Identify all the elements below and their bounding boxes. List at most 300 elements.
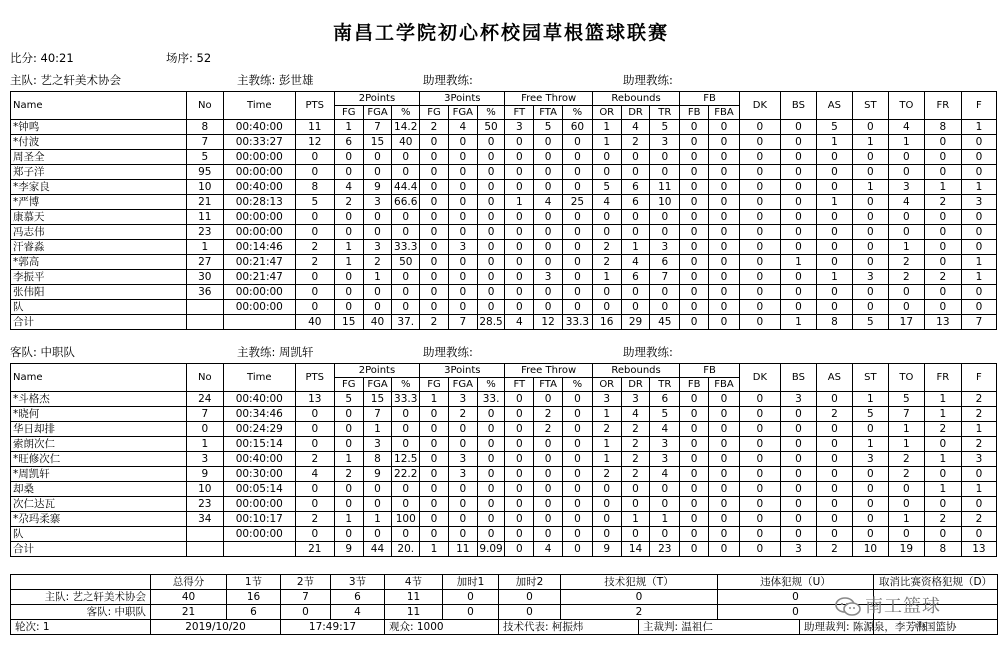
stat-cell: 0 xyxy=(505,300,534,315)
stat-cell: 0 xyxy=(680,467,709,482)
stat-cell: 0 xyxy=(680,437,709,452)
stat-cell: 0 xyxy=(709,497,740,512)
stat-cell: 11 xyxy=(186,210,223,225)
stat-cell: 0 xyxy=(563,150,593,165)
stat-cell: 0 xyxy=(334,300,363,315)
stat-cell: 0 xyxy=(420,225,449,240)
stat-cell: 0 xyxy=(477,285,505,300)
stat-cell: 0 xyxy=(780,467,816,482)
col-sub-fb: FB xyxy=(680,378,709,392)
stat-cell: 0 xyxy=(680,120,709,135)
footer-referee: 主裁判: 温祖仁 xyxy=(639,620,800,635)
stat-cell: 1 xyxy=(621,240,650,255)
total-row xyxy=(11,315,997,330)
table-row xyxy=(11,407,997,422)
stat-cell: 1 xyxy=(650,512,680,527)
stat-cell: 0 xyxy=(816,255,852,270)
stat-cell: 0 xyxy=(739,407,780,422)
total-cell: 0 xyxy=(563,542,593,557)
player-name: *斗格杰 xyxy=(11,392,187,407)
col-fb-group: FB xyxy=(680,92,740,106)
stat-cell: 00:21:47 xyxy=(223,255,295,270)
stat-cell: 0 xyxy=(534,467,563,482)
col-freethrow: Free Throw xyxy=(505,92,592,106)
stat-cell: 2 xyxy=(621,437,650,452)
stat-cell: 0 xyxy=(448,270,477,285)
stat-cell: 0 xyxy=(448,482,477,497)
stat-cell: 0 xyxy=(852,150,888,165)
stat-cell: 0 xyxy=(621,497,650,512)
stat-cell: 0 xyxy=(816,225,852,240)
stat-cell: 0 xyxy=(780,482,816,497)
col-to: TO xyxy=(888,364,924,392)
stat-cell: 00:00:00 xyxy=(223,300,295,315)
stat-cell: 0 xyxy=(477,165,505,180)
stat-cell: 2 xyxy=(961,512,996,527)
sum-away-tech: 2 xyxy=(561,605,718,620)
stat-cell: 0 xyxy=(680,407,709,422)
stat-cell: 0 xyxy=(392,270,420,285)
stat-cell: 0 xyxy=(621,210,650,225)
total-cell: 9 xyxy=(592,542,621,557)
col-sub-pct: % xyxy=(392,378,420,392)
stat-cell: 0 xyxy=(534,285,563,300)
col-name: Name xyxy=(11,364,187,392)
stat-cell: 00:00:00 xyxy=(223,497,295,512)
col-sub-fb: FB xyxy=(680,106,709,120)
stat-cell: 1 xyxy=(924,482,961,497)
stat-cell: 0 xyxy=(924,150,961,165)
total-cell: 40 xyxy=(295,315,334,330)
stat-cell: 0 xyxy=(816,150,852,165)
stat-cell: 0 xyxy=(852,300,888,315)
player-name: 次仁达瓦 xyxy=(11,497,187,512)
stat-cell: 0 xyxy=(295,225,334,240)
stat-cell: 0 xyxy=(392,300,420,315)
stat-cell: 0 xyxy=(739,195,780,210)
table-row xyxy=(11,452,997,467)
col-as: AS xyxy=(816,364,852,392)
total-cell: 0 xyxy=(680,542,709,557)
stat-cell: 0 xyxy=(888,497,924,512)
stat-cell: 0 xyxy=(334,285,363,300)
stat-cell: 2 xyxy=(592,240,621,255)
stat-cell: 0 xyxy=(295,437,334,452)
stat-cell: 0 xyxy=(709,195,740,210)
stat-cell: 0 xyxy=(709,240,740,255)
stat-cell: 8 xyxy=(924,120,961,135)
col-fb-group: FB xyxy=(680,364,740,378)
stat-cell: 0 xyxy=(392,497,420,512)
sum-home-q2: 7 xyxy=(281,590,331,605)
sum-away-label: 客队: 中职队 xyxy=(11,605,151,620)
stat-cell: 44.4 xyxy=(392,180,420,195)
col-pts: PTS xyxy=(295,364,334,392)
stat-cell: 4 xyxy=(334,180,363,195)
col-sub-fgt: FG xyxy=(420,378,449,392)
col-bs: BS xyxy=(780,92,816,120)
sum-h-unsport: 违体犯规（U） xyxy=(718,575,874,590)
stat-cell: 0 xyxy=(563,165,593,180)
stat-cell: 0 xyxy=(888,165,924,180)
stat-cell: 0 xyxy=(295,422,334,437)
stat-cell: 0 xyxy=(852,225,888,240)
stat-cell: 21 xyxy=(186,195,223,210)
stat-cell: 2 xyxy=(924,195,961,210)
stat-cell: 0 xyxy=(448,135,477,150)
col-f: F xyxy=(961,364,996,392)
stat-cell: 2 xyxy=(961,392,996,407)
stat-cell: 1 xyxy=(961,270,996,285)
away-asst-coach-2: 助理教练: xyxy=(623,345,673,359)
stat-cell: 2 xyxy=(420,120,449,135)
total-cell xyxy=(223,315,295,330)
stat-cell: 1 xyxy=(816,195,852,210)
stat-cell: 0 xyxy=(680,497,709,512)
stat-cell: 0 xyxy=(852,120,888,135)
watermark-text: 南工篮球 xyxy=(865,596,941,617)
stat-cell: 0 xyxy=(477,180,505,195)
stat-cell: 00:40:00 xyxy=(223,120,295,135)
col-sub-fta: FTA xyxy=(534,106,563,120)
stat-cell: 2 xyxy=(621,422,650,437)
stat-cell xyxy=(186,527,223,542)
stat-cell: 00:00:00 xyxy=(223,210,295,225)
sum-away-ot2: 0 xyxy=(499,605,561,620)
table-row xyxy=(11,467,997,482)
stat-cell: 0 xyxy=(709,150,740,165)
stat-cell: 0 xyxy=(334,422,363,437)
stat-cell: 0 xyxy=(363,225,392,240)
stat-cell: 0 xyxy=(592,527,621,542)
stat-cell: 0 xyxy=(420,482,449,497)
stat-cell: 0 xyxy=(852,165,888,180)
stat-cell: 0 xyxy=(961,240,996,255)
stat-cell: 4 xyxy=(650,422,680,437)
stat-cell: 0 xyxy=(680,195,709,210)
total-cell: 3 xyxy=(780,542,816,557)
col-dk: DK xyxy=(739,364,780,392)
stat-cell: 23 xyxy=(186,497,223,512)
stat-cell: 1 xyxy=(961,255,996,270)
stat-cell: 1 xyxy=(505,195,534,210)
stat-cell: 0 xyxy=(888,285,924,300)
col-sub-ftm: FT xyxy=(505,106,534,120)
stat-cell: 6 xyxy=(334,135,363,150)
col-pts: PTS xyxy=(295,92,334,120)
stat-cell: 0 xyxy=(420,285,449,300)
stat-cell: 0 xyxy=(363,150,392,165)
stat-cell: 0 xyxy=(334,225,363,240)
stat-cell: 3 xyxy=(888,180,924,195)
stat-cell: 0 xyxy=(852,210,888,225)
stat-cell: 0 xyxy=(709,270,740,285)
stat-cell: 0 xyxy=(780,195,816,210)
stat-cell: 0 xyxy=(924,300,961,315)
stat-cell: 0 xyxy=(852,240,888,255)
table-row xyxy=(11,392,997,407)
stat-cell: 0 xyxy=(505,527,534,542)
stat-cell: 0 xyxy=(563,210,593,225)
total-cell: 15 xyxy=(334,315,363,330)
stat-cell: 0 xyxy=(650,210,680,225)
stat-cell: 100 xyxy=(392,512,420,527)
stat-cell: 15 xyxy=(363,135,392,150)
player-name: *旺修次仁 xyxy=(11,452,187,467)
footer-tech-rep: 技术代表: 柯振炜 xyxy=(499,620,639,635)
stat-cell: 1 xyxy=(334,255,363,270)
stat-cell: 5 xyxy=(816,120,852,135)
stat-cell: 0 xyxy=(592,512,621,527)
total-cell: 0 xyxy=(739,315,780,330)
stat-cell: 9 xyxy=(363,467,392,482)
stat-cell: 0 xyxy=(420,467,449,482)
stat-cell: 0 xyxy=(420,165,449,180)
stat-cell: 0 xyxy=(680,527,709,542)
total-cell xyxy=(186,542,223,557)
stat-cell: 0 xyxy=(680,392,709,407)
total-cell: 20. xyxy=(392,542,420,557)
stat-cell: 1 xyxy=(924,452,961,467)
col-sub-fga3: FGA xyxy=(448,378,477,392)
stat-cell: 0 xyxy=(650,497,680,512)
stat-cell: 0 xyxy=(295,165,334,180)
stat-cell: 3 xyxy=(448,240,477,255)
player-name: 冯志伟 xyxy=(11,225,187,240)
table-row xyxy=(11,527,997,542)
stat-cell: 9 xyxy=(186,467,223,482)
col-sub-dr: DR xyxy=(621,378,650,392)
stat-cell: 3 xyxy=(186,452,223,467)
col-sub-pctft: % xyxy=(563,106,593,120)
stat-cell: 0 xyxy=(650,225,680,240)
stat-cell: 0 xyxy=(448,195,477,210)
stat-cell: 1 xyxy=(924,407,961,422)
stat-cell: 1 xyxy=(592,437,621,452)
stat-cell: 0 xyxy=(477,422,505,437)
stat-cell: 0 xyxy=(780,452,816,467)
col-time: Time xyxy=(223,364,295,392)
stat-cell: 0 xyxy=(961,135,996,150)
stat-cell: 0 xyxy=(680,270,709,285)
stat-cell: 0 xyxy=(334,150,363,165)
stat-cell: 0 xyxy=(420,195,449,210)
stat-cell: 0 xyxy=(650,285,680,300)
player-name: 汗睿淼 xyxy=(11,240,187,255)
stat-cell: 1 xyxy=(186,240,223,255)
stat-cell: 0 xyxy=(816,392,852,407)
total-cell: 4 xyxy=(505,315,534,330)
stat-cell: 0 xyxy=(563,240,593,255)
total-cell: 11 xyxy=(448,542,477,557)
stat-cell: 4 xyxy=(621,255,650,270)
stat-cell: 0 xyxy=(816,180,852,195)
stat-cell: 0 xyxy=(592,497,621,512)
stat-cell: 0 xyxy=(534,135,563,150)
sum-home-unsport: 0 xyxy=(718,590,874,605)
sum-home-total: 40 xyxy=(151,590,227,605)
stat-cell: 2 xyxy=(621,135,650,150)
stat-cell: 0 xyxy=(650,527,680,542)
stat-cell: 0 xyxy=(621,225,650,240)
stat-cell: 0 xyxy=(448,225,477,240)
total-cell: 2 xyxy=(816,542,852,557)
stat-cell: 0 xyxy=(621,285,650,300)
stat-cell: 10 xyxy=(186,482,223,497)
stat-cell: 0 xyxy=(961,165,996,180)
footer-time: 17:49:17 xyxy=(281,620,385,635)
stat-cell: 3 xyxy=(621,392,650,407)
stat-cell: 0 xyxy=(780,120,816,135)
col-3points: 3Points xyxy=(420,92,505,106)
stat-cell: 0 xyxy=(739,422,780,437)
stat-cell: 0 xyxy=(392,437,420,452)
stat-cell: 4 xyxy=(534,195,563,210)
col-to: TO xyxy=(888,92,924,120)
stat-cell: 1 xyxy=(816,135,852,150)
stat-cell: 0 xyxy=(392,422,420,437)
stat-cell: 00:40:00 xyxy=(223,180,295,195)
stat-cell: 1 xyxy=(621,512,650,527)
total-cell: 28.5 xyxy=(477,315,505,330)
total-label: 合计 xyxy=(11,542,187,557)
stat-cell: 2 xyxy=(334,195,363,210)
stat-cell: 0 xyxy=(680,255,709,270)
stat-cell: 0 xyxy=(621,527,650,542)
stat-cell: 0 xyxy=(780,150,816,165)
stat-cell: 3 xyxy=(534,270,563,285)
table-row xyxy=(11,437,997,452)
stat-cell: 3 xyxy=(363,437,392,452)
stat-cell: 1 xyxy=(816,270,852,285)
footer-org: 中国篮协 xyxy=(874,620,998,635)
stat-cell: 0 xyxy=(621,165,650,180)
stat-cell: 0 xyxy=(448,437,477,452)
stat-cell: 0 xyxy=(924,285,961,300)
col-2points: 2Points xyxy=(334,92,419,106)
stat-cell: 0 xyxy=(448,285,477,300)
total-cell: 29 xyxy=(621,315,650,330)
stat-cell: 0 xyxy=(650,482,680,497)
stat-cell: 0 xyxy=(420,407,449,422)
stat-cell: 6 xyxy=(621,195,650,210)
stat-cell: 4 xyxy=(621,407,650,422)
sum-h-disq: 取消比赛资格犯规（D） xyxy=(874,575,998,590)
stat-cell: 1 xyxy=(334,240,363,255)
stat-cell: 2 xyxy=(961,437,996,452)
stat-cell: 0 xyxy=(816,240,852,255)
stat-cell: 0 xyxy=(534,497,563,512)
stat-cell: 7 xyxy=(186,407,223,422)
total-cell: 16 xyxy=(592,315,621,330)
stat-cell: 0 xyxy=(295,150,334,165)
total-cell: 10 xyxy=(852,542,888,557)
player-name: *郭高 xyxy=(11,255,187,270)
stat-cell: 0 xyxy=(477,512,505,527)
stat-cell: 0 xyxy=(448,422,477,437)
stat-cell: 0 xyxy=(363,165,392,180)
stat-cell: 0 xyxy=(563,527,593,542)
stat-cell: 0 xyxy=(477,240,505,255)
sum-away-q1: 6 xyxy=(227,605,281,620)
stat-cell: 0 xyxy=(295,210,334,225)
away-team-label: 客队: 中职队 xyxy=(10,345,76,359)
stat-cell: 3 xyxy=(448,452,477,467)
stat-cell: 1 xyxy=(888,437,924,452)
sum-home-q4: 11 xyxy=(385,590,443,605)
stat-cell: 0 xyxy=(739,120,780,135)
stat-cell: 0 xyxy=(477,452,505,467)
col-sub-fba: FBA xyxy=(709,106,740,120)
stat-cell: 0 xyxy=(505,165,534,180)
stat-cell: 2 xyxy=(534,422,563,437)
stat-cell: 1 xyxy=(961,180,996,195)
stat-cell: 0 xyxy=(709,482,740,497)
stat-cell: 0 xyxy=(680,210,709,225)
stat-cell: 0 xyxy=(534,392,563,407)
stat-cell: 00:33:27 xyxy=(223,135,295,150)
stat-cell: 0 xyxy=(709,120,740,135)
stat-cell: 0 xyxy=(392,407,420,422)
total-cell: 0 xyxy=(709,315,740,330)
stat-cell: 2 xyxy=(924,422,961,437)
stat-cell: 00:14:46 xyxy=(223,240,295,255)
stat-cell: 0 xyxy=(295,482,334,497)
home-asst-coach-2: 助理教练: xyxy=(623,73,673,87)
player-name: 李振平 xyxy=(11,270,187,285)
stat-cell: 6 xyxy=(650,255,680,270)
stat-cell: 1 xyxy=(888,512,924,527)
stat-cell: 0 xyxy=(477,482,505,497)
stat-cell: 4 xyxy=(888,195,924,210)
col-fr: FR xyxy=(924,364,961,392)
stat-cell: 0 xyxy=(334,437,363,452)
stat-cell: 30 xyxy=(186,270,223,285)
table-row xyxy=(11,195,997,210)
sum-home-tech: 0 xyxy=(561,590,718,605)
stat-cell: 0 xyxy=(924,240,961,255)
stat-cell: 1 xyxy=(363,512,392,527)
stat-cell: 0 xyxy=(505,497,534,512)
table-row xyxy=(11,255,997,270)
home-team-label: 主队: 艺之轩美术协会 xyxy=(10,73,122,87)
stat-cell: 6 xyxy=(621,180,650,195)
table-row xyxy=(11,270,997,285)
away-coach-label: 主教练: 周凯轩 xyxy=(237,345,314,359)
stat-cell: 0 xyxy=(563,255,593,270)
stat-cell: 0 xyxy=(295,285,334,300)
col-sub-fgt: FG xyxy=(420,106,449,120)
stat-cell: 0 xyxy=(448,210,477,225)
table-row xyxy=(11,210,997,225)
stat-cell: 0 xyxy=(534,452,563,467)
total-cell: 13 xyxy=(924,315,961,330)
total-cell: 0 xyxy=(680,315,709,330)
stat-cell: 0 xyxy=(650,150,680,165)
stat-cell: 0 xyxy=(888,210,924,225)
table-row xyxy=(11,180,997,195)
col-dk: DK xyxy=(739,92,780,120)
total-cell: 13 xyxy=(961,542,996,557)
stat-cell: 0 xyxy=(477,300,505,315)
total-cell: 17 xyxy=(888,315,924,330)
stat-cell: 1 xyxy=(592,135,621,150)
page-title: 南昌工学院初心杯校园草根篮球联赛 xyxy=(332,22,669,44)
stat-cell: 0 xyxy=(816,210,852,225)
sum-away-ot1: 0 xyxy=(443,605,499,620)
stat-cell: 0 xyxy=(505,482,534,497)
sum-home-label: 主队: 艺之轩美术协会 xyxy=(11,590,151,605)
